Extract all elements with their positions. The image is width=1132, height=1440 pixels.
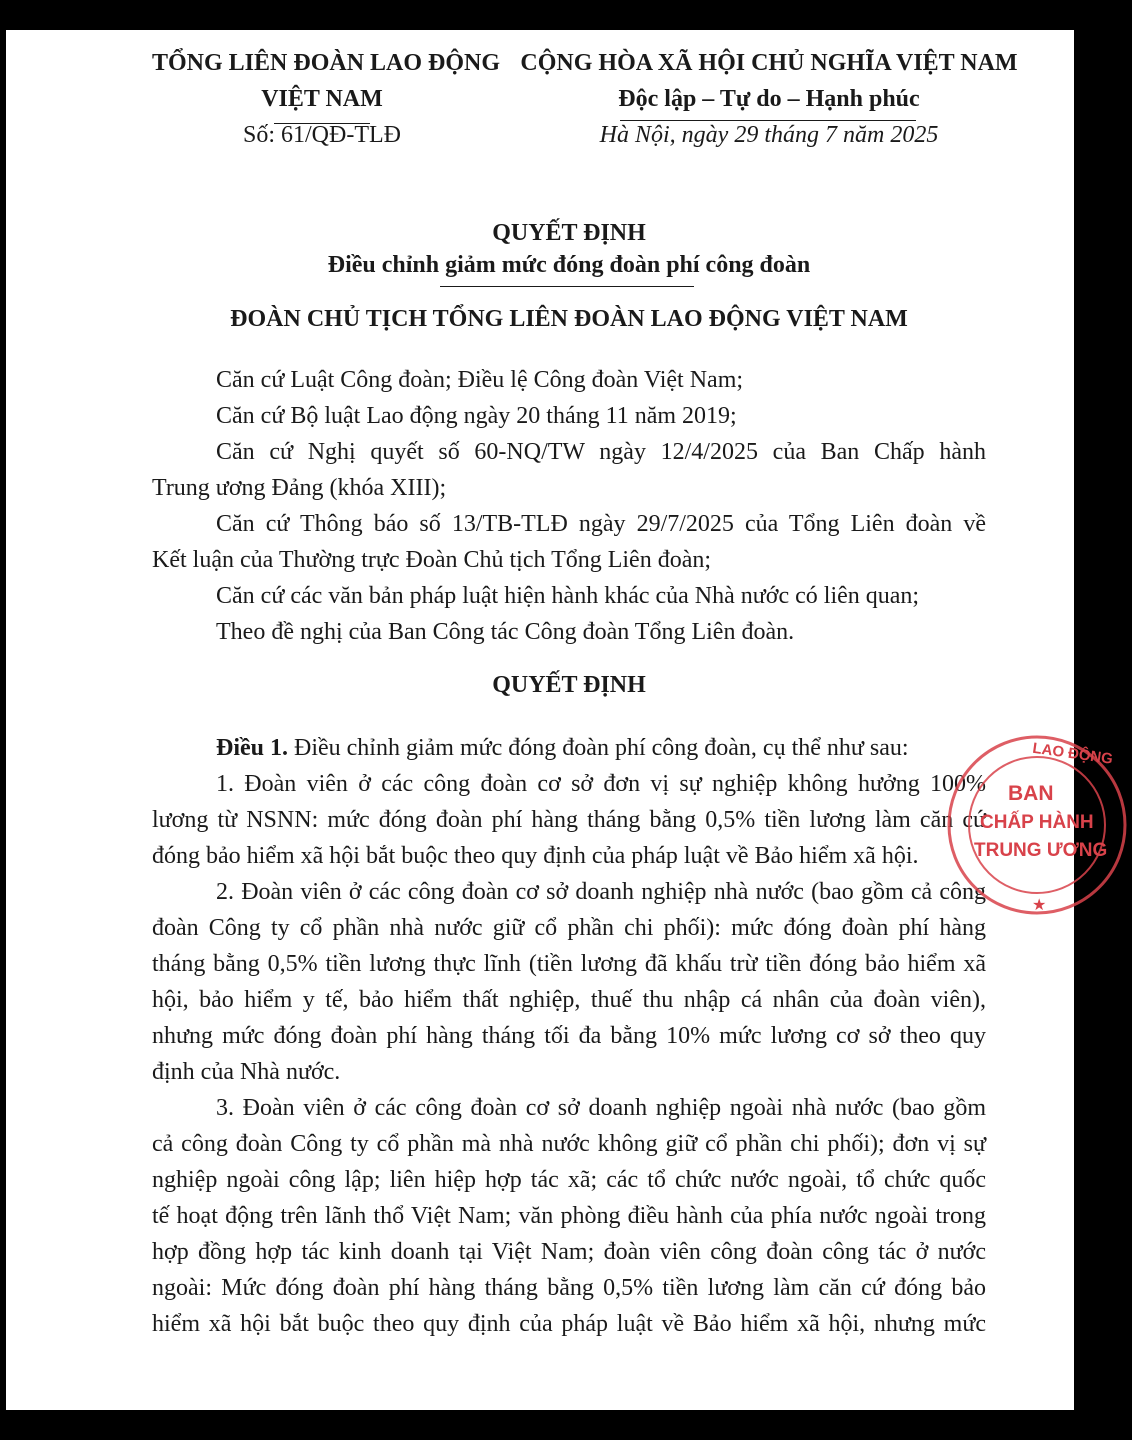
legal-basis-line: Căn cứ các văn bản pháp luật hiện hành khác của Nhà nước có liên quan; [216,583,920,609]
subject-underline [440,286,694,287]
decision-heading: QUYẾT ĐỊNH [492,672,646,698]
clause-3-line: cả công đoàn Công ty cổ phần mà nhà nước không giữ cổ phần chi phối); đơn vị sự [152,1131,986,1157]
official-seal [942,730,1132,920]
legal-basis-line: Trung ương Đảng (khóa XIII); [152,475,447,501]
document-page[interactable] [6,30,1114,1410]
seal-line-2: CHẤP HÀNH [980,812,1094,833]
seal-line-1: BAN [1008,782,1054,805]
legal-basis-line: Căn cứ Thông báo số 13/TB-TLĐ ngày 29/7/2025 của Tổng Liên đoàn về [216,511,986,537]
issuing-authority: ĐOÀN CHỦ TỊCH TỔNG LIÊN ĐOÀN LAO ĐỘNG VIỆT NAM [230,306,908,332]
nation-title: CỘNG HÒA XÃ HỘI CHỦ NGHĨA VIỆT NAM [520,50,1018,76]
document-number: Số: 61/QĐ-TLĐ [243,122,401,148]
clause-1-line: đóng bảo hiểm xã hội bắt buộc theo quy định của pháp luật về Bảo hiểm xã hội. [152,843,919,869]
article-label: Điều 1. [216,735,288,761]
clause-3-line: hiểm xã hội bắt buộc theo quy định của pháp luật về Bảo hiểm xã hội, nhưng mức [152,1311,986,1337]
seal-line-3: TRUNG ƯƠNG [974,840,1108,861]
decision-title: QUYẾT ĐỊNH [492,220,646,246]
clause-3-line: tế hoạt động trên lãnh thổ Việt Nam; văn phòng điều hành của phía nước ngoài trong [152,1203,986,1229]
clause-2-line: tháng bằng 0,5% tiền lương thực lĩnh (tiền lương đã khấu trừ tiền đóng bảo hiểm xã [152,951,986,977]
national-motto: Độc lập – Tự do – Hạnh phúc [618,86,920,112]
issuing-org-line2: VIỆT NAM [261,86,383,112]
clause-2-line: định của Nhà nước. [152,1059,341,1085]
clause-2-line: nhưng mức đóng đoàn phí hàng tháng tối đa bằng 10% mức lương cơ sở theo quy [152,1023,986,1049]
legal-basis-line: Căn cứ Luật Công đoàn; Điều lệ Công đoàn Việt Nam; [216,367,744,393]
legal-basis-line: Căn cứ Nghị quyết số 60-NQ/TW ngày 12/4/2025 của Ban Chấp hành [216,439,986,465]
clause-3-line: nghiệp ngoài công lập; liên hiệp hợp tác xã; các tổ chức nước ngoài, tổ chức quốc [152,1167,986,1193]
clause-3-line: ngoài: Mức đóng đoàn phí hàng tháng bằng 0,5% tiền lương làm căn cứ đóng bảo [152,1275,986,1301]
legal-basis-line: Kết luận của Thường trực Đoàn Chủ tịch Tổng Liên đoàn; [152,547,712,573]
legal-basis-line: Theo đề nghị của Ban Công tác Công đoàn Tổng Liên đoàn. [216,619,795,645]
clause-1-line: 1. Đoàn viên ở các công đoàn cơ sở đơn vị sự nghiệp không hưởng 100% [216,771,986,797]
seal-star-icon: ★ [1032,895,1047,914]
place-and-date: Hà Nội, ngày 29 tháng 7 năm 2025 [599,122,939,148]
decision-subject: Điều chỉnh giảm mức đóng đoàn phí công đoàn [327,252,811,278]
clause-2-line: hội, bảo hiểm y tế, bảo hiểm thất nghiệp, thuế thu nhập cá nhân của đoàn viên), [152,987,986,1013]
seal-ring-text: LAO ĐỘNG [1031,739,1114,768]
legal-basis-line: Căn cứ Bộ luật Lao động ngày 20 tháng 11 năm 2019; [216,403,737,429]
clause-1-line: lương từ NSNN: mức đóng đoàn phí hàng tháng bằng 0,5% tiền lương làm căn cứ [152,807,986,833]
motto-underline [620,120,916,121]
clause-3-line: 3. Đoàn viên ở các công đoàn cơ sở doanh nghiệp ngoài nhà nước (bao gồm [216,1095,986,1121]
issuing-org-line1: TỔNG LIÊN ĐOÀN LAO ĐỘNG [152,50,501,76]
clause-2-line: 2. Đoàn viên ở các công đoàn cơ sở doanh nghiệp nhà nước (bao gồm cả công [216,879,986,905]
clause-3-line: hợp đồng hợp tác kinh doanh tại Việt Nam; đoàn viên công đoàn công tác ở nước [152,1239,986,1265]
article-text: Điều chỉnh giảm mức đóng đoàn phí công đoàn, cụ thể như sau: [288,735,909,761]
clause-2-line: đoàn Công ty cổ phần nhà nước giữ cổ phần chi phối): mức đóng đoàn phí hàng [152,915,986,941]
article-1-intro [216,730,986,766]
